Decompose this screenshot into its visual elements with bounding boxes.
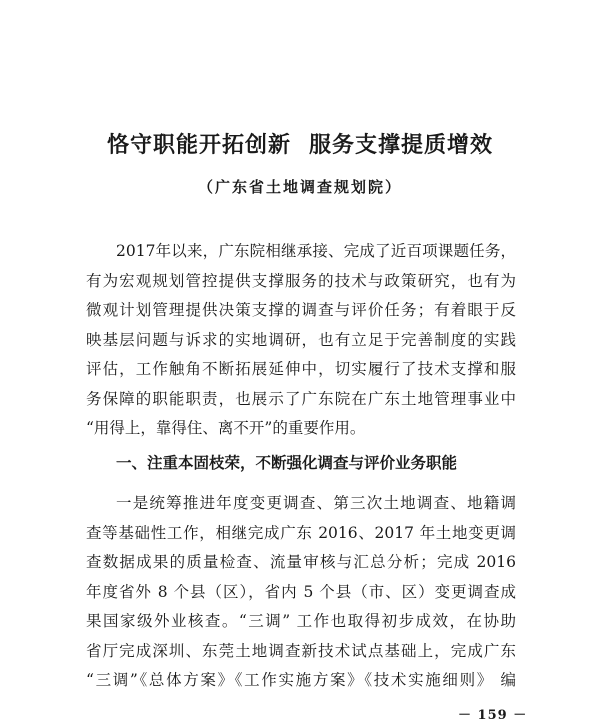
title-part-2: 服务支撑提质增效 [309, 133, 494, 158]
paragraph-line: 2017年以来，广东院相继承接、完成了近百项课题任务， [116, 242, 516, 260]
section-heading: 一、注重本固枝荣，不断强化调查与评价业务职能 [116, 454, 458, 472]
paragraph-line: 省厅完成深圳、东莞土地调查新技术试点基础上，完成广东 [86, 641, 516, 660]
page-number: － 159 － [458, 708, 528, 723]
paragraph-line: 微观计划管理提供决策支撑的调查与评价任务；有着眼于反 [86, 301, 516, 319]
paragraph-line: 务保障的职能职责，也展示了广东院在广东土地管理事业中 [86, 389, 516, 408]
intro-paragraph [86, 237, 516, 444]
paragraph-line: 果国家级外业核查。“三调” 工作也取得初步成效，在协助 [86, 612, 516, 630]
author-institution: （广东省土地调查规划院） [197, 178, 402, 196]
paragraph-line: 一是统筹推进年度变更调查、第三次土地调查、地籍调 [116, 494, 516, 512]
paragraph-line: 映基层问题与诉求的实地调研，也有立足于完善制度的实践 [86, 330, 516, 349]
title-part-1: 恪守职能开拓创新 [106, 133, 291, 158]
paragraph-line: 评估，工作触角不断拓展延伸中，切实履行了技术支撑和服 [86, 360, 516, 378]
paragraph-line: 有为宏观规划管控提供支撑服务的技术与政策研究，也有为 [86, 271, 516, 290]
paragraph-line: 查数据成果的质量检查、流量审核与汇总分析；完成 2016 [86, 553, 516, 571]
paragraph-line: “用得上，靠得住、离不开”的重要作用。 [86, 419, 366, 437]
section-paragraph [86, 489, 516, 696]
paragraph-line: 查等基础性工作，相继完成广东 2016、2017 年土地变更调 [86, 523, 516, 542]
paragraph-line: “三调”《总体方案》《工作实施方案》《技术实施细则》 编 [86, 671, 516, 689]
page-title [0, 128, 600, 159]
paragraph-line: 年度省外 8 个县（区），省内 5 个县（市、区）变更调查成 [86, 582, 516, 601]
